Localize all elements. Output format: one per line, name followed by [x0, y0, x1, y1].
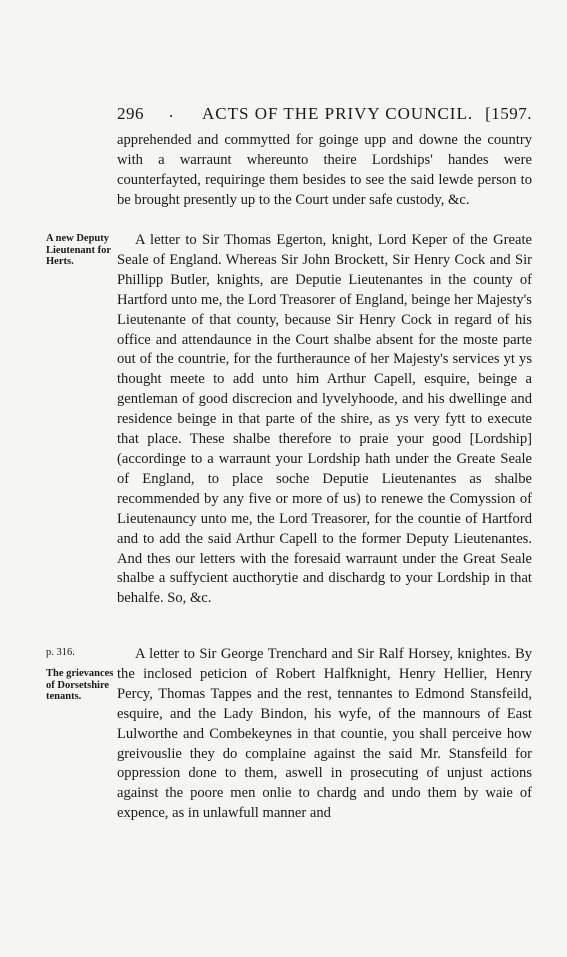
paragraph-trenchard-letter: A letter to Sir George Trenchard and Sir Ralf Horsey, knightes. By the inclosed peticion of Robert Halfknight, Henry Hellier, Henry Percy, Thomas Tappes and the rest, tennantes to Edmond Stansfeild, esquire, and the Lady Bindon, his wyfe, of the mannours of East Lulworthe and Combekeynes in that countie, you shall perceive how greivouslie they do complaine against the said Mr. Stansfeild for oppression done to them, aswell in prosecuting of unjust actions against the poore men onlie to chardg and undo them by waie of expence, as in unlawfull manner and [117, 646, 532, 822]
header-year: [1597. [485, 104, 532, 123]
running-title: ACTS OF THE PRIVY COUNCIL. [202, 104, 474, 123]
sidenote-page-ref: p. 316. [46, 647, 75, 658]
page-number: 296 [117, 104, 144, 123]
running-header [117, 104, 532, 126]
paragraph-continuation: apprehended and commytted for goinge upp and downe the country with a warraunt whereunto theire Lordships' handes were counterfayted, requiringe them besides to see the said lewde person to be brought presently up to the Court under safe custody, &c. [117, 132, 532, 208]
paragraph-egerton-letter: A letter to Sir Thomas Egerton, knight, Lord Keper of the Greate Seale of England. Whereas Sir John Brockett, Sir Henry Cock and Sir Phillipp Butler, knights, are Deputie Lieutenantes in the county of Hartford unto me, the Lord Treasorer of England, beinge her Majesty's Lieutenante of that county, because Sir Henry Cock in regard of his office and attendaunce in the Court shalbe absent for the moste parte out of the countrie, for the furtheraunce of her Majesty's services yt ys thought meete to add unto him Arthur Capell, esquire, beinge a gentleman of good discrecion and lyvelyhoode, and his dwellinge and residence beinge in that parte of the shire, as ys very fytt to execute that place. These shalbe therefore to praie your good [Lordship] (accordinge to a warraunt your Lordship hath under the Greate Seale of England, to place soche Deputie Lieutenantes as shalbe recommended by any five or more of us) to renewe the Comyssion of Lieutenauncy unto me, the Lord Treasorer, for the countie of Hartford and to add the said Arthur Capell to the former Deputy Lieutenantes. And thes our letters with the foresaid warraunt under the Great Seale shalbe a suffycient aucthorytie and dischardg to your Lordship in that behalfe. So, &c. [117, 232, 532, 607]
sidenote-grievances: The grievances of Dorsetshire tenants. [46, 668, 114, 702]
header-separator: . [169, 102, 174, 121]
sidenote-deputy-lieutenant: A new Deputy Lieutenant for Herts. [46, 233, 111, 267]
